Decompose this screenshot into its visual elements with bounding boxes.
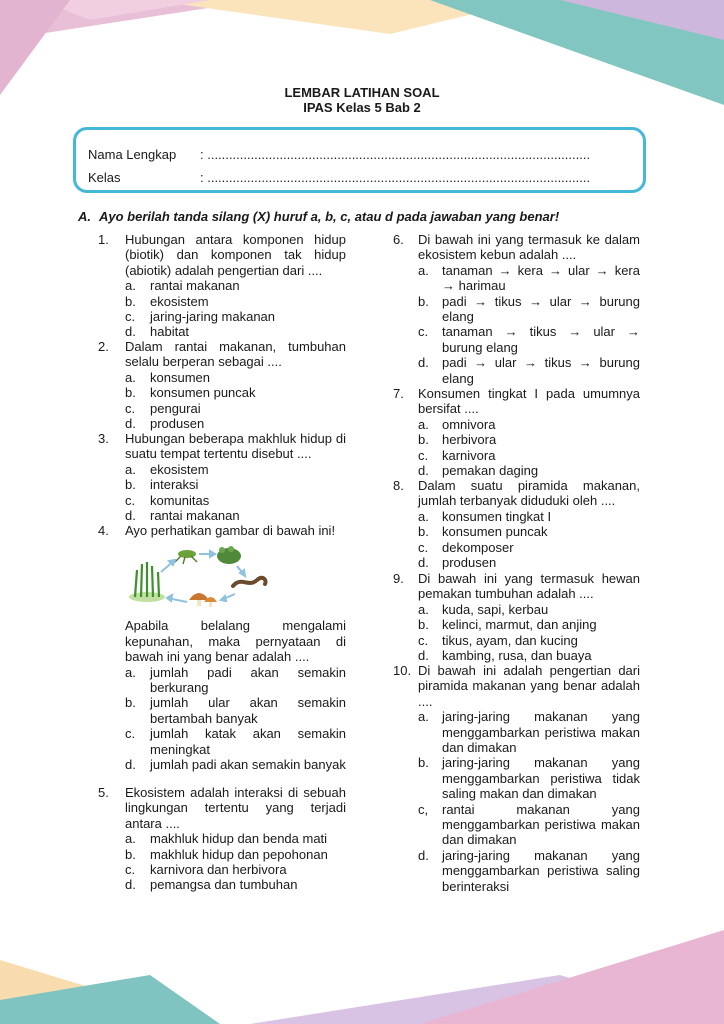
option-letter: c. <box>125 400 136 416</box>
option-letter: b. <box>418 755 429 771</box>
option-text: ekosistem <box>150 461 209 477</box>
option-text: rantai makanan yang menggambarkan peristiwa makan dan dimakan <box>442 801 640 848</box>
option-b[interactable] <box>125 385 346 400</box>
option-letter: d. <box>125 508 136 524</box>
option-c[interactable] <box>418 633 640 648</box>
rice-plant-icon <box>129 562 165 602</box>
option-text: produsen <box>442 555 497 571</box>
question-2 <box>98 339 346 431</box>
option-text: padi → tikus → ular → burung elang <box>442 293 640 325</box>
question-1 <box>98 232 346 340</box>
option-d[interactable] <box>125 508 346 523</box>
option-text: kelinci, marmut, dan anjing <box>442 617 597 633</box>
section-letter: A. <box>78 209 91 224</box>
option-text: konsumen tingkat I <box>442 508 552 524</box>
page-title: LEMBAR LATIHAN SOAL <box>284 85 440 100</box>
option-b[interactable] <box>125 695 346 726</box>
question-10 <box>393 663 640 894</box>
option-letter: c. <box>125 862 136 878</box>
option-text: jaring-jaring makanan yang menggambarkan peristiwa saling berinteraksi <box>442 847 640 894</box>
option-letter: a. <box>125 278 136 294</box>
option-d[interactable] <box>418 355 640 386</box>
option-letter: a. <box>418 508 429 524</box>
option-letter: a. <box>125 831 136 847</box>
option-text: rantai makanan <box>150 508 240 524</box>
option-letter: b. <box>125 695 136 711</box>
option-d[interactable] <box>125 416 346 431</box>
option-d[interactable] <box>418 463 640 478</box>
option-b[interactable] <box>125 847 346 862</box>
option-c[interactable] <box>125 493 346 508</box>
question-number: 6. <box>393 232 404 247</box>
option-d[interactable] <box>125 324 346 339</box>
option-letter: a. <box>418 262 429 278</box>
question-7 <box>393 386 640 478</box>
option-letter: d. <box>125 757 136 773</box>
option-text: konsumen puncak <box>442 524 548 540</box>
option-b[interactable] <box>418 294 640 325</box>
question-stem: Ekosistem adalah interaksi di sebuah lingkungan tertentu yang terjadi antara .... <box>125 785 346 831</box>
question-number: 9. <box>393 571 404 586</box>
option-a[interactable] <box>418 263 640 294</box>
option-d[interactable] <box>125 877 346 892</box>
option-text: ekosistem <box>150 293 209 309</box>
snake-icon <box>233 578 266 586</box>
option-text: tanaman → tikus → ular → burung elang <box>442 324 640 355</box>
option-letter: b. <box>418 617 429 633</box>
option-a[interactable] <box>125 370 346 385</box>
option-text: herbivora <box>442 432 497 448</box>
option-text: jaring-jaring makanan yang menggambarkan peristiwa makan dan dimakan <box>442 709 640 756</box>
option-b[interactable] <box>125 294 346 309</box>
option-a[interactable] <box>418 417 640 432</box>
option-text: makhluk hidup dan pepohonan <box>150 846 328 862</box>
option-letter: a. <box>418 601 429 617</box>
option-b[interactable] <box>418 617 640 632</box>
option-a[interactable] <box>418 709 640 755</box>
option-a[interactable] <box>125 278 346 293</box>
option-text: jumlah katak akan semakin meningkat <box>150 726 346 757</box>
option-text: jaring-jaring makanan <box>150 309 276 325</box>
option-b[interactable] <box>125 477 346 492</box>
question-stem: Di bawah ini yang termasuk hewan pemakan tumbuhan adalah .... <box>418 571 640 602</box>
option-d[interactable] <box>418 555 640 570</box>
option-letter: a. <box>418 709 429 725</box>
option-d[interactable] <box>125 757 346 772</box>
class-field[interactable]: : .......................................................................................................... <box>200 170 591 185</box>
option-d[interactable] <box>418 848 640 894</box>
option-text: kuda, sapi, kerbau <box>442 601 549 617</box>
section-instruction <box>78 209 559 225</box>
option-letter: d. <box>125 416 136 432</box>
option-text: pengurai <box>150 400 201 416</box>
option-letter: c. <box>418 539 429 555</box>
option-d[interactable] <box>418 648 640 663</box>
option-letter: c. <box>418 632 429 648</box>
option-a[interactable] <box>418 509 640 524</box>
page-subtitle: IPAS Kelas 5 Bab 2 <box>303 100 421 115</box>
option-letter: d. <box>418 555 429 571</box>
question-number: 4. <box>98 523 109 538</box>
question-number: 7. <box>393 386 404 401</box>
option-letter: b. <box>125 293 136 309</box>
option-letter: c. <box>125 492 136 508</box>
question-stem: Dalam rantai makanan, tumbuhan selalu berperan sebagai .... <box>125 339 346 370</box>
option-a[interactable] <box>418 602 640 617</box>
option-c[interactable] <box>418 324 640 355</box>
option-text: makhluk hidup dan benda mati <box>150 831 328 847</box>
option-text: padi → ular → tikus → burung elang <box>442 355 640 386</box>
option-c[interactable] <box>125 401 346 416</box>
option-letter: d. <box>125 324 136 340</box>
option-letter: c. <box>125 726 136 742</box>
option-text: produsen <box>150 416 205 432</box>
option-text: pemangsa dan tumbuhan <box>150 877 298 893</box>
option-text: tikus, ayam, dan kucing <box>442 632 578 648</box>
option-text: rantai makanan <box>150 278 240 294</box>
question-4 <box>98 523 346 772</box>
option-letter: a. <box>418 416 429 432</box>
question-9 <box>393 571 640 663</box>
option-a[interactable] <box>125 831 346 846</box>
option-text: jaring-jaring makanan yang menggambarkan peristiwa tidak saling makan dan dimakan <box>442 755 640 802</box>
option-text: dekomposer <box>442 539 514 555</box>
instruction-text: Ayo berilah tanda silang (X) huruf a, b, c, atau d pada jawaban yang benar! <box>99 209 560 224</box>
option-b[interactable] <box>418 755 640 801</box>
option-letter: c, <box>418 801 429 817</box>
question-stem-continued: Apabila belalang mengalami kepunahan, maka pernyataan di bawah ini yang benar adalah .... <box>125 618 346 665</box>
option-letter: d. <box>418 355 429 371</box>
question-stem: Hubungan antara komponen hidup (biotik) dan komponen tak hidup (abiotik) adalah pengertian dari .... <box>125 232 346 278</box>
option-letter: d. <box>418 648 429 664</box>
question-stem: Hubungan beberapa makhluk hidup di suatu tempat tertentu disebut .... <box>125 431 346 462</box>
question-3 <box>98 431 346 523</box>
option-letter: b. <box>125 846 136 862</box>
option-text: jumlah padi akan semakin berkurang <box>150 664 346 696</box>
option-c[interactable] <box>125 862 346 877</box>
name-label: Nama Lengkap <box>88 147 177 162</box>
option-b[interactable] <box>418 432 640 447</box>
question-stem: Di bawah ini adalah pengertian dari piramida makanan yang benar adalah .... <box>418 663 640 709</box>
question-number: 2. <box>98 339 109 354</box>
food-web-image <box>125 542 275 612</box>
option-text: karnivora dan herbivora <box>150 862 287 878</box>
option-letter: b. <box>418 432 429 448</box>
option-text: jumlah ular akan semakin bertambah banyak <box>150 695 346 726</box>
option-letter: d. <box>418 463 429 479</box>
question-stem: Konsumen tingkat I pada umumnya bersifat .... <box>418 386 640 417</box>
frog-icon <box>217 546 241 564</box>
option-text: tanaman → kera → ular → kera → harimau <box>442 262 640 294</box>
option-c[interactable] <box>418 540 640 555</box>
option-c[interactable] <box>418 802 640 848</box>
option-text: interaksi <box>150 477 199 493</box>
question-number: 5. <box>98 785 109 800</box>
option-b[interactable] <box>418 524 640 539</box>
name-field[interactable]: : .......................................................................................................... <box>200 147 591 162</box>
question-5 <box>98 785 346 893</box>
option-letter: d. <box>125 877 136 893</box>
food-web-illustration <box>125 542 275 612</box>
option-text: konsumen <box>150 369 210 385</box>
grasshopper-icon <box>175 550 197 564</box>
question-8 <box>393 478 640 570</box>
class-label: Kelas <box>88 170 121 185</box>
question-number: 3. <box>98 431 109 446</box>
option-letter: b. <box>125 385 136 401</box>
option-letter: c. <box>418 447 429 463</box>
question-number: 1. <box>98 232 109 247</box>
question-number: 8. <box>393 478 404 493</box>
option-text: komunitas <box>150 492 210 508</box>
option-text: pemakan daging <box>442 463 539 479</box>
option-letter: a. <box>125 664 136 680</box>
option-letter: c. <box>418 324 429 340</box>
question-stem: Ayo perhatikan gambar di bawah ini! <box>125 523 336 538</box>
option-letter: d. <box>418 847 429 863</box>
identity-box <box>73 127 646 193</box>
question-number: 10. <box>393 663 412 678</box>
option-a[interactable] <box>125 462 346 477</box>
option-text: karnivora <box>442 447 496 463</box>
option-letter: b. <box>418 524 429 540</box>
option-text: omnivora <box>442 416 496 432</box>
option-letter: a. <box>125 369 136 385</box>
option-text: jumlah padi akan semakin banyak <box>150 757 346 773</box>
question-stem: Dalam suatu piramida makanan, jumlah terbanyak diduduki oleh .... <box>418 478 640 509</box>
question-stem: Di bawah ini yang termasuk ke dalam ekosistem kebun adalah .... <box>418 232 640 263</box>
option-letter: c. <box>125 309 136 325</box>
option-c[interactable] <box>418 448 640 463</box>
option-c[interactable] <box>125 309 346 324</box>
option-letter: b. <box>125 477 136 493</box>
option-text: konsumen puncak <box>150 385 256 401</box>
option-a[interactable] <box>125 665 346 696</box>
mushroom-icon <box>189 593 217 607</box>
option-letter: b. <box>418 293 429 309</box>
class-row <box>88 170 590 186</box>
option-text: habitat <box>150 324 190 340</box>
question-6 <box>393 232 640 386</box>
name-row <box>88 147 590 163</box>
option-text: kambing, rusa, dan buaya <box>442 648 592 664</box>
option-c[interactable] <box>125 726 346 757</box>
option-letter: a. <box>125 461 136 477</box>
